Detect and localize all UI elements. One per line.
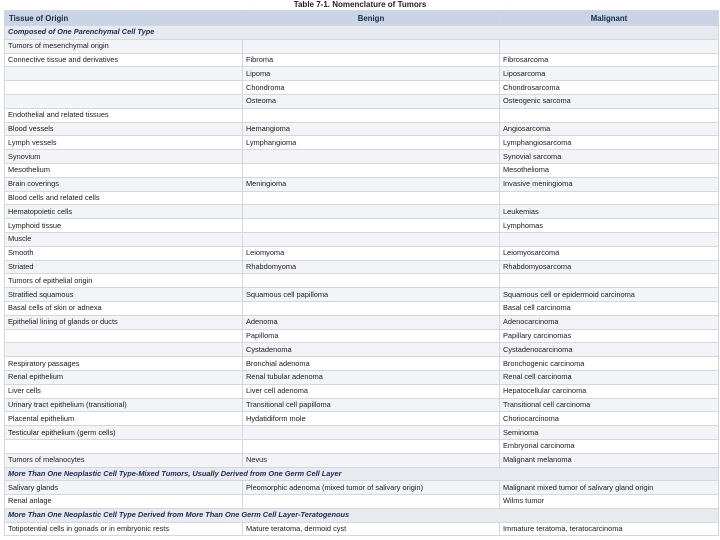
benign-cell xyxy=(243,191,500,205)
table-row xyxy=(5,384,719,398)
table-group-row xyxy=(5,467,719,481)
malignant-cell: Mesothelioma xyxy=(500,163,719,177)
tissue-cell: Renal anlage xyxy=(5,495,243,509)
table-row xyxy=(5,357,719,371)
group-heading: More Than One Neoplastic Cell Type Derived from More Than One Germ Cell Layer-Teratogenous xyxy=(5,508,719,522)
table-row xyxy=(5,426,719,440)
table-row xyxy=(5,412,719,426)
header-benign: Benign xyxy=(243,11,500,26)
benign-cell: Renal tubular adenoma xyxy=(243,370,500,384)
malignant-cell: Chondrosarcoma xyxy=(500,81,719,95)
table-row xyxy=(5,122,719,136)
header-malignant: Malignant xyxy=(500,11,719,26)
tissue-cell: Lymph vessels xyxy=(5,136,243,150)
table-title: Table 7-1. Nomenclature of Tumors xyxy=(293,0,427,9)
tissue-cell: Endothelial and related tissues xyxy=(5,108,243,122)
tissue-cell xyxy=(5,67,243,81)
benign-cell: Transitional cell papilloma xyxy=(243,398,500,412)
malignant-cell: Invasive meningioma xyxy=(500,177,719,191)
tissue-cell: Muscle xyxy=(5,232,243,246)
table-row xyxy=(5,288,719,302)
tissue-cell xyxy=(5,329,243,343)
table-row xyxy=(5,81,719,95)
table-row xyxy=(5,495,719,509)
benign-cell xyxy=(243,439,500,453)
malignant-cell: Liposarcoma xyxy=(500,67,719,81)
nomenclature-table xyxy=(4,10,719,536)
tissue-cell: Tumors of mesenchymal origin xyxy=(5,39,243,53)
table-row xyxy=(5,260,719,274)
malignant-cell: Hepatocellular carcinoma xyxy=(500,384,719,398)
table-row xyxy=(5,246,719,260)
tissue-cell xyxy=(5,81,243,95)
table-row xyxy=(5,301,719,315)
table-row xyxy=(5,481,719,495)
benign-cell: Osteoma xyxy=(243,94,500,108)
benign-cell xyxy=(243,150,500,164)
tissue-cell: Liver cells xyxy=(5,384,243,398)
table-row xyxy=(5,108,719,122)
benign-cell xyxy=(243,301,500,315)
table-row xyxy=(5,53,719,67)
malignant-cell: Seminoma xyxy=(500,426,719,440)
benign-cell: Lymphangioma xyxy=(243,136,500,150)
malignant-cell: Choriocarcinoma xyxy=(500,412,719,426)
tissue-cell: Respiratory passages xyxy=(5,357,243,371)
table-row xyxy=(5,329,719,343)
malignant-cell: Malignant mixed tumor of salivary gland origin xyxy=(500,481,719,495)
malignant-cell: Leiomyosarcoma xyxy=(500,246,719,260)
tissue-cell: Testicular epithelium (germ cells) xyxy=(5,426,243,440)
malignant-cell xyxy=(500,39,719,53)
table-group-row xyxy=(5,508,719,522)
tissue-cell: Stratified squamous xyxy=(5,288,243,302)
tissue-cell: Blood cells and related cells xyxy=(5,191,243,205)
tissue-cell: Renal epithelium xyxy=(5,370,243,384)
tissue-cell: Hematopoietic cells xyxy=(5,205,243,219)
benign-cell xyxy=(243,232,500,246)
benign-cell: Mature teratoma, dermoid cyst xyxy=(243,522,500,536)
tissue-cell xyxy=(5,439,243,453)
table-row xyxy=(5,343,719,357)
tissue-cell: Tumors of epithelial origin xyxy=(5,274,243,288)
table-row xyxy=(5,274,719,288)
malignant-cell: Papillary carcinomas xyxy=(500,329,719,343)
malignant-cell: Leukemias xyxy=(500,205,719,219)
tissue-cell: Lymphoid tissue xyxy=(5,219,243,233)
table-row xyxy=(5,136,719,150)
tissue-cell: Mesothelium xyxy=(5,163,243,177)
tissue-cell: Tumors of melanocytes xyxy=(5,453,243,467)
table-row xyxy=(5,522,719,536)
malignant-cell: Angiosarcoma xyxy=(500,122,719,136)
table-row xyxy=(5,398,719,412)
benign-cell xyxy=(243,108,500,122)
table-row xyxy=(5,177,719,191)
benign-cell: Lipoma xyxy=(243,67,500,81)
tissue-cell: Blood vessels xyxy=(5,122,243,136)
table-header-row xyxy=(5,11,719,26)
malignant-cell: Basal cell carcinoma xyxy=(500,301,719,315)
malignant-cell: Cystadenocarcinoma xyxy=(500,343,719,357)
benign-cell: Hydatidiform mole xyxy=(243,412,500,426)
table-row xyxy=(5,232,719,246)
benign-cell: Rhabdomyoma xyxy=(243,260,500,274)
benign-cell: Hemangioma xyxy=(243,122,500,136)
malignant-cell: Lymphomas xyxy=(500,219,719,233)
benign-cell xyxy=(243,205,500,219)
malignant-cell xyxy=(500,232,719,246)
tissue-cell: Striated xyxy=(5,260,243,274)
benign-cell: Meningioma xyxy=(243,177,500,191)
malignant-cell: Lymphangiosarcoma xyxy=(500,136,719,150)
malignant-cell xyxy=(500,191,719,205)
benign-cell: Liver cell adenoma xyxy=(243,384,500,398)
table-row xyxy=(5,163,719,177)
malignant-cell: Fibrosarcoma xyxy=(500,53,719,67)
benign-cell: Fibroma xyxy=(243,53,500,67)
tissue-cell: Urinary tract epithelium (transitional) xyxy=(5,398,243,412)
malignant-cell: Bronchogenic carcinoma xyxy=(500,357,719,371)
benign-cell xyxy=(243,219,500,233)
malignant-cell: Squamous cell or epidermoid carcinoma xyxy=(500,288,719,302)
group-heading: More Than One Neoplastic Cell Type-Mixed Tumors, Usually Derived from One Germ Cell Layer xyxy=(5,467,719,481)
benign-cell: Pleomorphic adenoma (mixed tumor of salivary origin) xyxy=(243,481,500,495)
benign-cell xyxy=(243,163,500,177)
benign-cell: Papilloma xyxy=(243,329,500,343)
tissue-cell: Smooth xyxy=(5,246,243,260)
table-group-row xyxy=(5,26,719,40)
malignant-cell: Transitional cell carcinoma xyxy=(500,398,719,412)
benign-cell xyxy=(243,274,500,288)
malignant-cell: Immature teratoma, teratocarcinoma xyxy=(500,522,719,536)
malignant-cell: Rhabdomyosarcoma xyxy=(500,260,719,274)
tissue-cell: Synovium xyxy=(5,150,243,164)
benign-cell: Adenoma xyxy=(243,315,500,329)
table-row xyxy=(5,315,719,329)
benign-cell: Bronchial adenoma xyxy=(243,357,500,371)
table-row xyxy=(5,219,719,233)
table-row xyxy=(5,67,719,81)
tissue-cell: Basal cells of skin or adnexa xyxy=(5,301,243,315)
table-row xyxy=(5,439,719,453)
table-body xyxy=(5,26,719,536)
tissue-cell: Salivary glands xyxy=(5,481,243,495)
table-row xyxy=(5,150,719,164)
malignant-cell xyxy=(500,108,719,122)
benign-cell: Cystadenoma xyxy=(243,343,500,357)
tissue-cell xyxy=(5,343,243,357)
malignant-cell: Embryonal carcinoma xyxy=(500,439,719,453)
benign-cell xyxy=(243,39,500,53)
tissue-cell: Brain coverings xyxy=(5,177,243,191)
header-tissue-of-origin: Tissue of Origin xyxy=(5,11,243,26)
malignant-cell xyxy=(500,274,719,288)
benign-cell: Squamous cell papilloma xyxy=(243,288,500,302)
malignant-cell: Synovial sarcoma xyxy=(500,150,719,164)
table-row xyxy=(5,191,719,205)
table-row xyxy=(5,205,719,219)
tissue-cell: Epithelial lining of glands or ducts xyxy=(5,315,243,329)
malignant-cell: Osteogenic sarcoma xyxy=(500,94,719,108)
table-row xyxy=(5,370,719,384)
benign-cell: Chondroma xyxy=(243,81,500,95)
malignant-cell: Adenocarcinoma xyxy=(500,315,719,329)
table-row xyxy=(5,453,719,467)
group-heading: Composed of One Parenchymal Cell Type xyxy=(5,26,719,40)
malignant-cell: Malignant melanoma xyxy=(500,453,719,467)
benign-cell: Leiomyoma xyxy=(243,246,500,260)
tissue-cell: Connective tissue and derivatives xyxy=(5,53,243,67)
benign-cell xyxy=(243,495,500,509)
table-row xyxy=(5,39,719,53)
benign-cell: Nevus xyxy=(243,453,500,467)
table-row xyxy=(5,94,719,108)
tissue-cell: Totipotential cells in gonads or in embryonic rests xyxy=(5,522,243,536)
malignant-cell: Wilms tumor xyxy=(500,495,719,509)
tissue-cell: Placental epithelium xyxy=(5,412,243,426)
tissue-cell xyxy=(5,94,243,108)
benign-cell xyxy=(243,426,500,440)
malignant-cell: Renal cell carcinoma xyxy=(500,370,719,384)
